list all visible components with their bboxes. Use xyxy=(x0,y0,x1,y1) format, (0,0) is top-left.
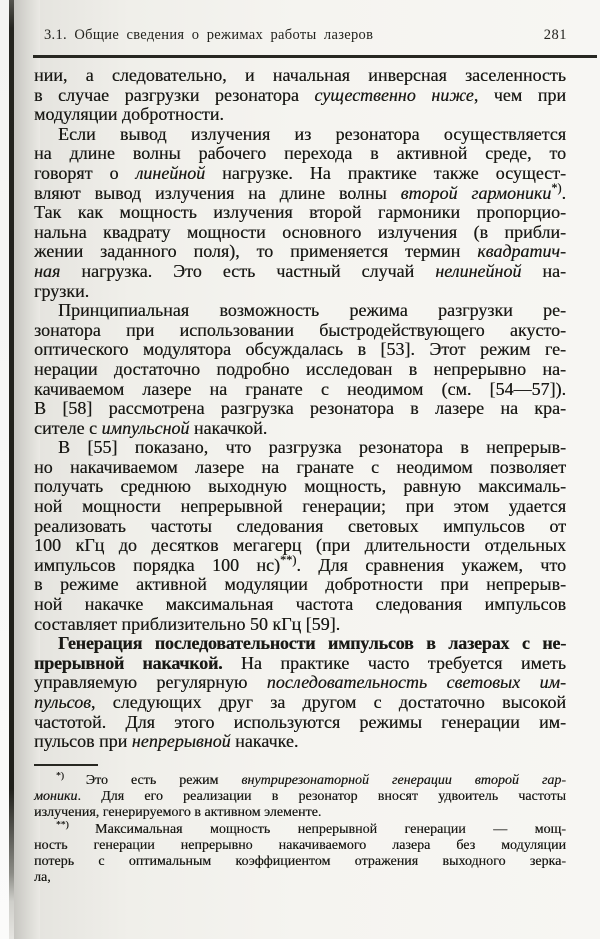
footnotes xyxy=(34,773,566,886)
text-run: Если вывод излучения из резонатора осуществляется xyxy=(58,123,566,144)
page-number: 281 xyxy=(543,27,567,43)
text-run: нии, а следовательно, и начальная инверсная заселенность xyxy=(34,65,566,85)
text-run: частотой. Для этого используются режимы генерации им- xyxy=(34,711,566,732)
text-run: Принципиальная возможность режима разгрузки ре- xyxy=(58,300,566,321)
text-line xyxy=(34,223,566,243)
text-run: линейной xyxy=(135,162,206,183)
text-line xyxy=(34,854,566,870)
section-title: 3.1. Общие сведения о режимах работы лазеров xyxy=(44,27,374,43)
text-line xyxy=(34,773,566,789)
text-line xyxy=(34,340,566,360)
text-line xyxy=(34,634,566,654)
text-line xyxy=(34,105,566,125)
page-outer-margin xyxy=(0,0,9,939)
text-line xyxy=(34,517,566,537)
text-run: существенно ниже xyxy=(314,84,474,105)
text-line xyxy=(34,66,566,86)
text-run: В [55] показано, что разгрузка резонатора в непрерыв- xyxy=(58,437,566,458)
text-run: нагрузке. На практике также осущест- xyxy=(205,162,566,183)
text-run: непрерывной xyxy=(131,731,231,752)
footnote-separator xyxy=(34,764,98,766)
text-run: сителе с xyxy=(34,417,102,438)
text-run: В [58] рассмотрена разгрузка резонатора в лазере на кра- xyxy=(34,398,566,419)
text-run: . Для сравнения укажем, что xyxy=(296,554,566,575)
text-line xyxy=(34,282,566,302)
text-run: На практике часто требуется иметь xyxy=(222,652,566,673)
text-run: получать среднюю выходную мощность, равную максималь- xyxy=(34,476,566,497)
text-line xyxy=(34,86,566,106)
text-run: ной мощности непрерывной генерации; при этом удается xyxy=(34,496,566,517)
text-run: ла, xyxy=(34,870,51,886)
text-run: составляет приблизительно 50 кГц [59]. xyxy=(34,613,341,634)
text-run: Максимальная мощность непрерывной генерации — мощ- xyxy=(95,821,566,837)
text-run: жении заданного поля), то применяется термин xyxy=(34,241,478,262)
text-line xyxy=(34,144,566,164)
text-run: прерывной накачкой. xyxy=(34,652,223,673)
text-line xyxy=(34,321,566,341)
text-line xyxy=(34,552,566,576)
text-run: пульсов xyxy=(34,692,91,712)
text-line xyxy=(34,164,566,184)
text-run: , чем при xyxy=(473,84,566,105)
text-line xyxy=(34,805,566,821)
text-run: на длине волны рабочего перехода в активной среде, то xyxy=(34,143,566,164)
running-header xyxy=(34,27,567,44)
text-run: но накачиваемом лазере на гранате с неодимом позволяет xyxy=(34,456,566,477)
text-run: последовательность световых им- xyxy=(266,672,566,693)
text-run: на- xyxy=(521,260,566,281)
text-run: реализовать частоты следования световых импульсов от xyxy=(34,515,566,536)
text-run: оптического модулятора обсуждалась в [53]. Этот режим ге- xyxy=(34,339,566,360)
text-run: в случае разгрузки резонатора xyxy=(34,84,315,105)
header-rule xyxy=(33,55,597,58)
text-line xyxy=(34,732,566,752)
text-run: внутрирезонаторной генерации второй гар- xyxy=(241,773,566,788)
text-run: качиваемом лазере на гранате с неодимом (см. [54—57]). xyxy=(34,378,566,399)
text-line xyxy=(34,870,566,886)
text-line xyxy=(34,125,566,145)
text-line xyxy=(34,180,566,204)
footnote-marker: **) xyxy=(280,552,297,567)
text-run: нагрузка. Это есть частный случай xyxy=(60,260,436,281)
text-run: . xyxy=(561,182,566,203)
text-line xyxy=(34,673,566,693)
text-run: квадратич- xyxy=(477,241,566,262)
text-run: излучения, генерируемого в активном элементе. xyxy=(34,805,322,821)
text-line xyxy=(34,438,566,458)
text-run: . Для его реализации в резонатор вносят удвоитель частоты xyxy=(77,789,566,805)
text-line xyxy=(34,458,566,478)
text-run: пульсов при xyxy=(34,731,132,752)
text-run: говорят о xyxy=(34,162,136,183)
text-run: моники xyxy=(34,789,78,805)
text-line xyxy=(34,497,566,517)
text-line xyxy=(34,262,566,282)
text-run: Это есть режим xyxy=(85,773,242,788)
text-line xyxy=(34,477,566,497)
text-line xyxy=(34,419,566,439)
text-run: нерации достаточно подробно исследован в непрерывно на- xyxy=(34,358,566,379)
body-text xyxy=(34,66,566,752)
text-run: импульсной xyxy=(101,417,190,438)
text-run: второй гармоники xyxy=(400,182,552,203)
text-run: , следующих друг за другом с достаточно высокой xyxy=(90,692,566,712)
text-line xyxy=(34,242,566,262)
text-run: Так как мощность излучения второй гармоники пропорцио- xyxy=(34,202,566,223)
text-run: ной накачке максимальная частота следования импульсов xyxy=(34,594,566,615)
text-line xyxy=(34,536,566,556)
text-line xyxy=(34,654,566,674)
text-line xyxy=(34,380,566,400)
text-run: ная xyxy=(34,260,61,281)
text-run: накачке. xyxy=(230,731,299,752)
text-line xyxy=(34,301,566,321)
text-run: нальна квадрату мощности основного излучения (в прибли- xyxy=(34,221,566,242)
text-run: управляемую регулярную xyxy=(34,672,267,693)
text-line xyxy=(34,595,566,615)
text-run: импульсов порядка 100 нс) xyxy=(34,554,281,575)
text-run: зонатора при использовании быстродействующего акусто- xyxy=(34,319,566,340)
text-run: ность генерации непрерывно накачиваемого лазера без модуляции xyxy=(34,837,566,853)
text-line xyxy=(34,713,566,733)
text-line xyxy=(34,693,566,713)
text-line xyxy=(34,838,566,854)
text-run: Генерация последовательности импульсов в лазерах с не- xyxy=(58,633,566,654)
text-line xyxy=(34,399,566,419)
text-run: модуляции добротности. xyxy=(34,104,224,125)
text-line xyxy=(34,203,566,223)
text-run: вляют вывод излучения на длине волны xyxy=(34,182,401,203)
text-run: в режиме активной модуляции добротности при непрерыв- xyxy=(34,574,566,595)
text-run: потерь с оптимальным коэффициентом отражения выходного зерка- xyxy=(34,854,566,870)
text-line xyxy=(34,819,566,838)
footnote-marker: *) xyxy=(551,180,562,195)
text-run: 100 кГц до десятков мегагерц (при длительности отдельных xyxy=(34,535,566,556)
text-run: нелинейной xyxy=(435,260,522,281)
text-line xyxy=(34,360,566,380)
text-run: грузки. xyxy=(34,280,90,301)
text-line xyxy=(34,789,566,805)
text-line xyxy=(34,575,566,595)
footnote-marker: *) xyxy=(56,771,86,782)
footnote-marker: **) xyxy=(56,819,96,830)
text-run: накачкой. xyxy=(189,417,268,438)
text-line xyxy=(34,615,566,635)
